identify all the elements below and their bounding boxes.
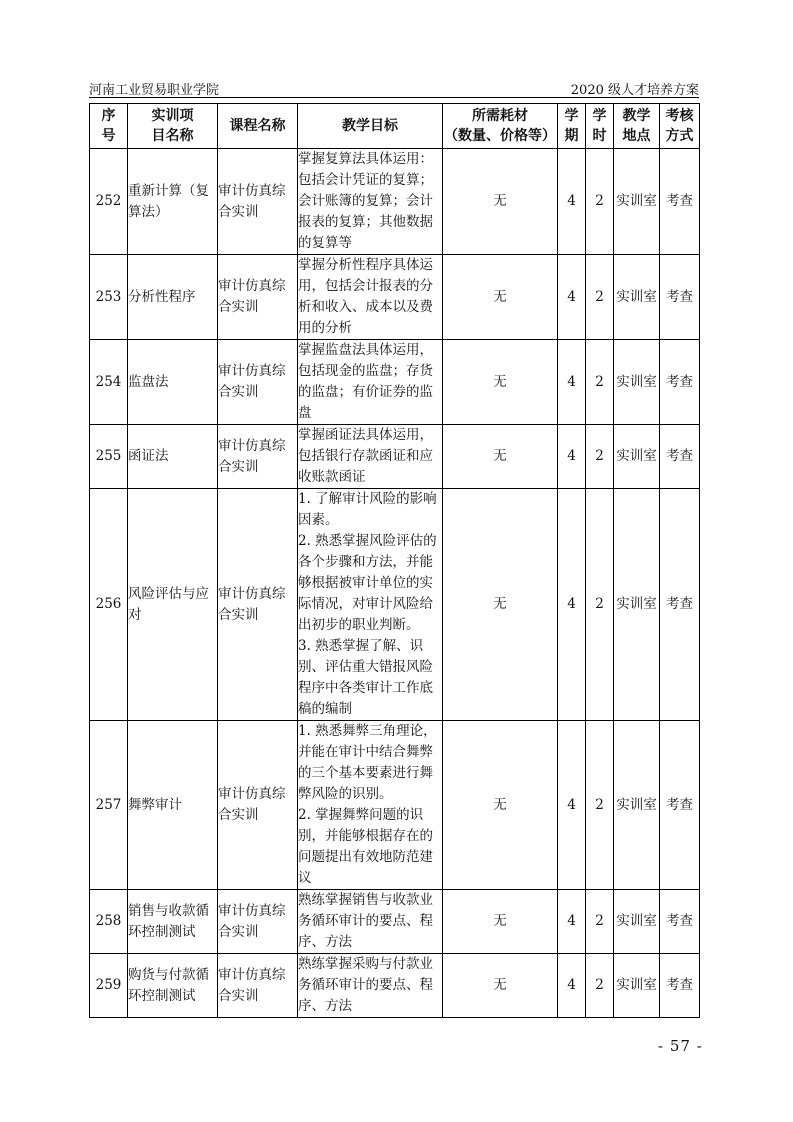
teaching-goal-item: 1. 了解审计风险的影响因素。: [298, 491, 437, 528]
header-rule: [89, 97, 699, 98]
teaching-goal-item: 熟练掌握采购与付款业务循环审计的要点、程序、方法: [298, 956, 433, 1014]
hours: 2: [586, 721, 614, 890]
table-row: [90, 340, 700, 425]
course-name: 审计仿真综合实训: [218, 149, 298, 255]
term: 4: [558, 340, 586, 425]
col-header-line: 方式: [665, 128, 694, 144]
teaching-goal: [298, 149, 443, 255]
row-number: 256: [90, 489, 128, 721]
material: 无: [443, 489, 558, 721]
term: 4: [558, 425, 586, 489]
project-name: 重新计算（复算法）: [128, 149, 218, 255]
teaching-goal: [298, 489, 443, 721]
term: 4: [558, 954, 586, 1018]
col-header-material: [443, 104, 558, 149]
teaching-goal: [298, 340, 443, 425]
teaching-goal: [298, 425, 443, 489]
teaching-goal: [298, 255, 443, 340]
term: 4: [558, 721, 586, 890]
table-row: [90, 721, 700, 890]
project-name: 分析性程序: [128, 255, 218, 340]
teaching-goal-item: 3. 熟悉掌握了解、识别、评估重大错报风险程序中各类审计工作底稿的编制: [298, 638, 433, 717]
table-row: [90, 890, 700, 954]
teaching-goal-item: 掌握复算法具体运用：包括会计凭证的复算；会计账簿的复算；会计报表的复算；其他数据的复算等: [298, 151, 433, 251]
col-header-line: 学: [592, 108, 607, 124]
teaching-goal-item: 2. 掌握舞弊问题的识别，并能够根据存在的问题提出有效地防范建议: [298, 807, 433, 886]
col-header-goal: 教学目标: [298, 104, 443, 149]
table-row: [90, 149, 700, 255]
assessment: 考查: [660, 425, 700, 489]
hours: 2: [586, 954, 614, 1018]
col-header-line: 号: [101, 128, 116, 144]
teaching-goal-item: 2. 熟悉掌握风险评估的各个步骤和方法，并能够根据被审计单位的实际情况，对审计风险给出初步的职业判断。: [298, 533, 437, 633]
material: 无: [443, 425, 558, 489]
col-header-line: 时: [592, 128, 607, 144]
project-name: 购货与付款循环控制测试: [128, 954, 218, 1018]
assessment: 考查: [660, 721, 700, 890]
place: 实训室: [614, 890, 660, 954]
course-name: 审计仿真综合实训: [218, 255, 298, 340]
col-header-course: 课程名称: [218, 104, 298, 149]
material: 无: [443, 340, 558, 425]
teaching-goal: [298, 954, 443, 1018]
project-name: 销售与收款循环控制测试: [128, 890, 218, 954]
col-header-num: [90, 104, 128, 149]
hours: 2: [586, 425, 614, 489]
header-doc-title: 2020 级人才培养方案: [570, 83, 699, 98]
page-number: - 57 -: [658, 1037, 703, 1055]
hours: 2: [586, 489, 614, 721]
hours: 2: [586, 149, 614, 255]
teaching-goal-item: 熟练掌握销售与收款业务循环审计的要点、程序、方法: [298, 892, 433, 950]
col-header-line: 考核: [665, 108, 694, 124]
row-number: 254: [90, 340, 128, 425]
course-name: 审计仿真综合实训: [218, 425, 298, 489]
course-name: 审计仿真综合实训: [218, 340, 298, 425]
course-name: 审计仿真综合实训: [218, 954, 298, 1018]
table-body: [90, 149, 700, 1018]
row-number: 255: [90, 425, 128, 489]
material: 无: [443, 149, 558, 255]
material: 无: [443, 890, 558, 954]
teaching-goal-item: 掌握分析性程序具体运用，包括会计报表的分析和收入、成本以及费用的分析: [298, 257, 433, 336]
hours: 2: [586, 890, 614, 954]
col-header-term: [558, 104, 586, 149]
place: 实训室: [614, 425, 660, 489]
material: 无: [443, 255, 558, 340]
term: 4: [558, 255, 586, 340]
place: 实训室: [614, 255, 660, 340]
assessment: 考查: [660, 890, 700, 954]
hours: 2: [586, 340, 614, 425]
teaching-goal-item: 1. 熟悉舞弊三角理论，并能在审计中结合舞弊的三个基本要素进行舞弊风险的识别。: [298, 723, 437, 802]
project-name: 舞弊审计: [128, 721, 218, 890]
place: 实训室: [614, 340, 660, 425]
col-header-line: 期: [564, 128, 579, 144]
course-name: 审计仿真综合实训: [218, 489, 298, 721]
col-header-line: 目名称: [151, 128, 194, 144]
hours: 2: [586, 255, 614, 340]
training-table: [89, 103, 700, 1018]
material: 无: [443, 721, 558, 890]
material: 无: [443, 954, 558, 1018]
col-header-line: 序: [101, 108, 116, 124]
table-row: [90, 425, 700, 489]
assessment: 考查: [660, 340, 700, 425]
col-header-line: 实训项: [151, 108, 194, 124]
col-header-line: 学: [564, 108, 579, 124]
course-name: 审计仿真综合实训: [218, 890, 298, 954]
col-header-assess: [660, 104, 700, 149]
place: 实训室: [614, 489, 660, 721]
project-name: 函证法: [128, 425, 218, 489]
teaching-goal-item: 掌握函证法具体运用，包括银行存款函证和应收账款函证: [298, 427, 433, 485]
header-school-name: 河南工业贸易职业学院: [89, 83, 220, 98]
table-row: [90, 255, 700, 340]
col-header-place: [614, 104, 660, 149]
project-name: 风险评估与应对: [128, 489, 218, 721]
col-header-line: （数量、价格等）: [444, 128, 556, 144]
term: 4: [558, 489, 586, 721]
row-number: 258: [90, 890, 128, 954]
col-header-hours: [586, 104, 614, 149]
row-number: 252: [90, 149, 128, 255]
assessment: 考查: [660, 255, 700, 340]
col-header-line: 所需耗材: [472, 108, 528, 124]
col-header-project: [128, 104, 218, 149]
place: 实训室: [614, 954, 660, 1018]
assessment: 考查: [660, 489, 700, 721]
col-header-line: 教学: [622, 108, 651, 124]
table-row: [90, 489, 700, 721]
row-number: 253: [90, 255, 128, 340]
row-number: 259: [90, 954, 128, 1018]
course-name: 审计仿真综合实训: [218, 721, 298, 890]
teaching-goal: [298, 890, 443, 954]
teaching-goal: [298, 721, 443, 890]
col-header-line: 地点: [622, 128, 651, 144]
place: 实训室: [614, 149, 660, 255]
row-number: 257: [90, 721, 128, 890]
assessment: 考查: [660, 149, 700, 255]
place: 实训室: [614, 721, 660, 890]
teaching-goal-item: 掌握监盘法具体运用，包括现金的监盘；存货的监盘；有价证券的监盘: [298, 342, 433, 421]
term: 4: [558, 149, 586, 255]
assessment: 考查: [660, 954, 700, 1018]
project-name: 监盘法: [128, 340, 218, 425]
table-row: [90, 954, 700, 1018]
table-header-row: [90, 104, 700, 149]
term: 4: [558, 890, 586, 954]
